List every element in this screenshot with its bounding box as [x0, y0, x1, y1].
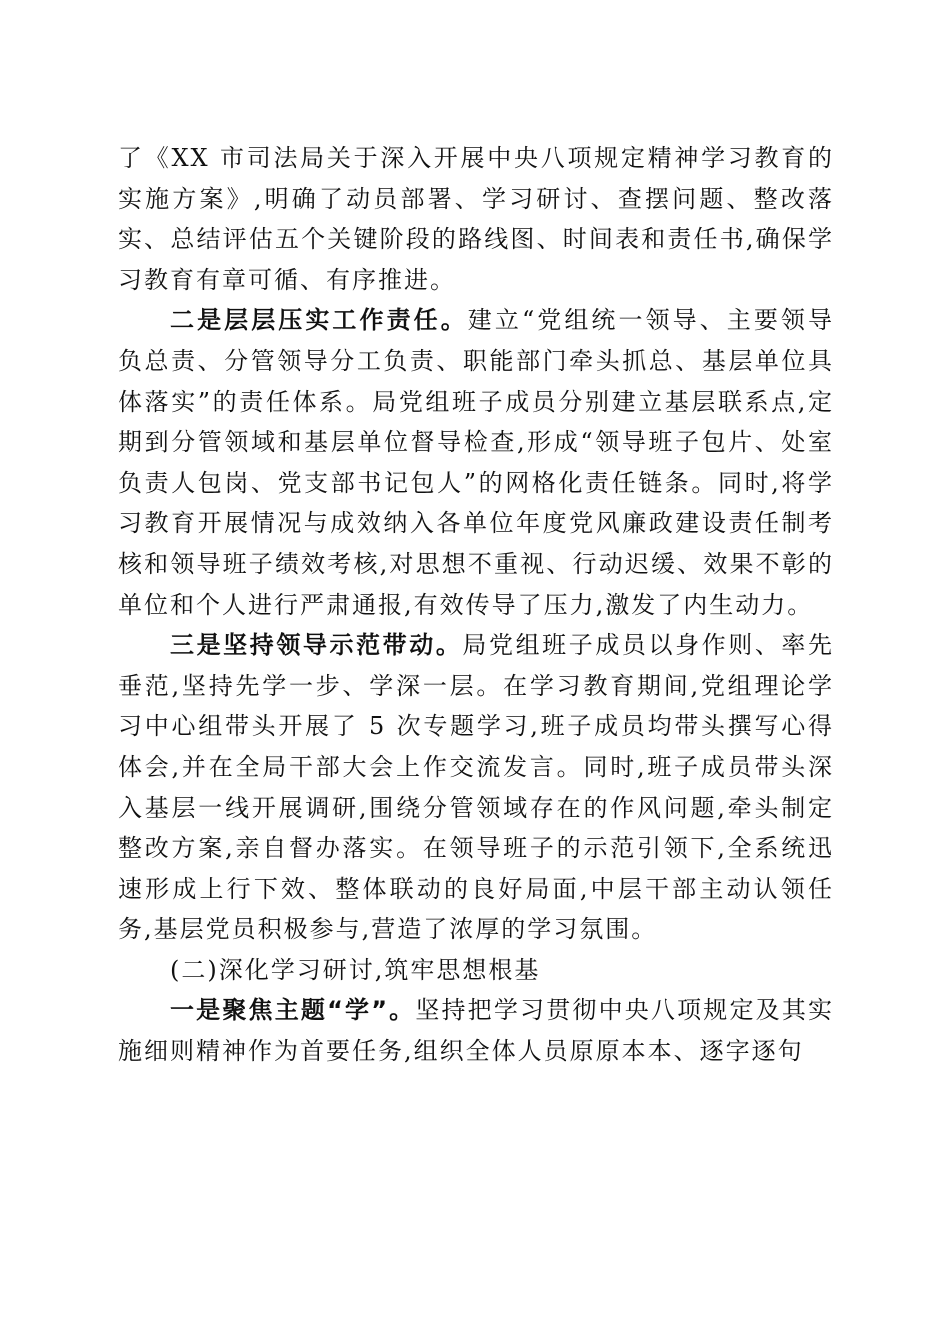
paragraph-text: 建立“党组统一领导、主要领导负总责、分管领导分工负责、职能部门牵头抓总、基层单位具体落实”的责任体系。局党组班子成员分别建立基层联系点,定期到分管领域和基层单位督导检查,形成“领导班子包片、处室负责人包岗、党支部书记包人”的网格化责任链条。同时,将学习教育开展情况与成效纳入各单位年度党风廉政建设责任制考核和领导班子绩效考核,对思想不重视、行动迟缓、效果不彰的单位和个人进行严肃通报,有效传导了压力,激发了内生动力。 — [118, 306, 834, 619]
paragraph-responsibility — [118, 300, 834, 625]
paragraph-lead: 三是坚持领导示范带动。 — [170, 631, 463, 660]
document-body — [118, 138, 834, 1072]
section-heading — [118, 950, 834, 991]
paragraph-continuation — [118, 138, 834, 300]
paragraph-text: 局党组班子成员以身作则、率先垂范,坚持先学一步、学深一层。在学习教育期间,党组理论学习中心组带头开展了 5 次专题学习,班子成员均带头撰写心得体会,并在全局干部大会上作交流发言。同时,班子成员带头深入基层一线开展调研,围绕分管领域存在的作风问题,牵头制定整改方案,亲自督办落实。在领导班子的示范引领下,全系统迅速形成上行下效、整体联动的良好局面,中层干部主动认领任务,基层党员积极参与,营造了浓厚的学习氛围。 — [118, 631, 835, 944]
paragraph-study-focus — [118, 990, 834, 1071]
paragraph-text: 坚持把学习贯彻中央八项规定及其实施细则精神作为首要任务,组织全体人员原原本本、逐字逐句 — [118, 996, 834, 1066]
paragraph-lead: 二是层层压实工作责任。 — [170, 306, 468, 335]
paragraph-text: 了《XX 市司法局关于深入开展中央八项规定精神学习教育的实施方案》,明确了动员部署、学习研讨、查摆问题、整改落实、总结评估五个关键阶段的路线图、时间表和责任书,确保学习教育有章可循、有序推进。 — [118, 144, 834, 294]
section-heading-text: (二)深化学习研讨,筑牢思想根基 — [170, 955, 541, 984]
paragraph-leadership — [118, 625, 834, 950]
paragraph-lead: 一是聚焦主题“学”。 — [170, 996, 416, 1025]
